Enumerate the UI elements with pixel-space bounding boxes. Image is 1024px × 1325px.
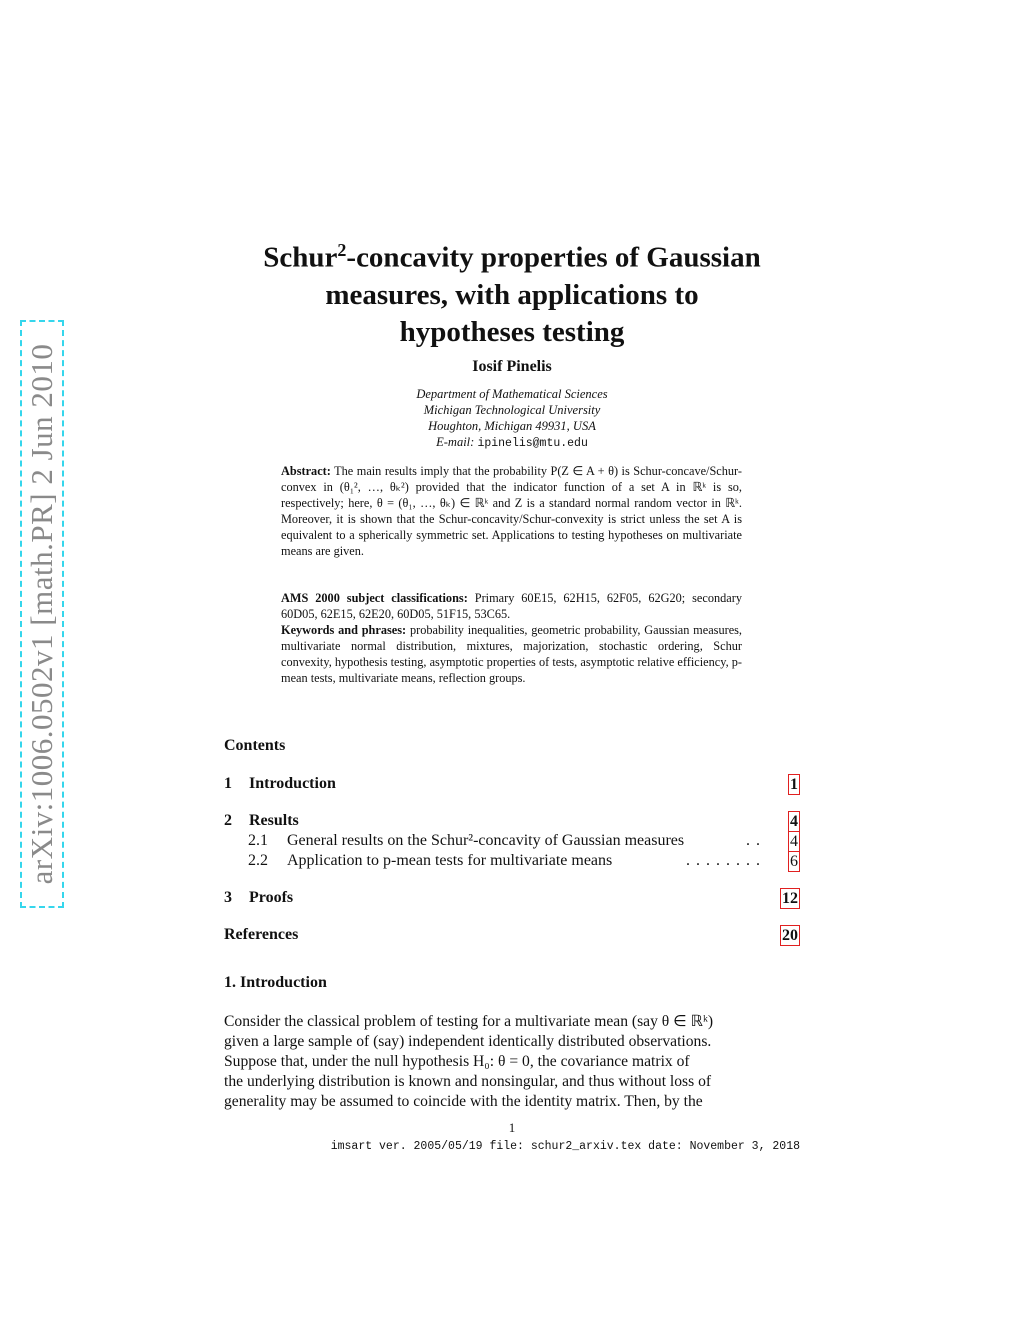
title-part: -concavity properties of Gaussian <box>346 241 761 274</box>
ams-text: Primary 60E15, 62H15, 62F05, 62G20; secondary 60D05, 62E15, 62E20, 60D05, 51F15, 53C65. <box>281 591 742 621</box>
body-line: the underlying distribution is known and nonsingular, and thus without loss of <box>224 1073 712 1091</box>
page-number: 1 <box>508 1120 516 1135</box>
keywords-text: probability inequalities, geometric probability, Gaussian measures, multivariate normal distribution, mixtures, majorization, stochastic ordering, Schur convexity, hypothesis testing, asymptotic properties of tests, asymptotic relative efficiency, p-mean tests, multivariate means, reflection groups. <box>281 622 743 685</box>
title-superscript: 2 <box>337 240 347 260</box>
toc-number: 3 <box>224 889 232 906</box>
toc-page-link[interactable]: 4 <box>790 813 798 830</box>
toc-entry[interactable] <box>224 812 800 834</box>
email-label: E-mail: <box>436 435 475 449</box>
body-line: Consider the classical problem of testing for a multivariate mean (say θ ∈ ℝᵏ) <box>224 1013 714 1030</box>
toc-number: 1 <box>224 775 232 792</box>
body-line: generality may be assumed to coincide with the identity matrix. Then, by the <box>224 1093 703 1111</box>
classifications <box>281 591 742 686</box>
toc-label: Proofs <box>249 889 294 906</box>
title-part: Schur <box>263 241 338 274</box>
page-footer: imsart ver. 2005/05/19 file: schur2_arxiv.tex date: November 3, 2018 <box>330 1140 800 1153</box>
abstract-text: The main results imply that the probability P(Z ∈ A + θ) is Schur-concave/Schur-convex in (θ₁², …, θₖ²) provided that the indicator function of a set A in ℝᵏ is so, respectively; here, θ = (θ₁, …, θₖ) ∈ ℝᵏ and Z is a standard normal random vector in ℝᵏ. Moreover, it is shown that the Schur-concavity/Schur-convexity is strict unless the set A is equivalent to a spherically symmetric set. Applications to testing hypotheses on multivariate means are given. <box>281 464 743 558</box>
ams-label: AMS 2000 subject classifications: <box>281 591 468 605</box>
toc-entry[interactable] <box>224 926 800 948</box>
toc-label: Introduction <box>249 775 336 792</box>
arxiv-identifier: arXiv:1006.0502v1 [math.PR] 2 Jun 2010 <box>24 343 59 885</box>
abstract <box>281 464 742 559</box>
toc-page-link[interactable]: 1 <box>790 776 798 793</box>
affiliation <box>312 386 712 452</box>
body-line: Suppose that, under the null hypothesis H₀: θ = 0, the covariance matrix of <box>224 1053 690 1071</box>
toc-entry[interactable] <box>224 775 800 797</box>
toc-label: General results on the Schur²-concavity of Gaussian measures <box>287 832 685 849</box>
toc-page-link[interactable]: 20 <box>782 927 798 944</box>
toc-number: 2 <box>224 812 232 829</box>
arxiv-stamp <box>20 320 64 908</box>
toc-leader-dots: .. <box>746 832 766 849</box>
section-heading: 1. Introduction <box>224 974 327 991</box>
affiliation-address: Houghton, Michigan 49931, USA <box>428 419 596 433</box>
affiliation-department: Department of Mathematical Sciences <box>416 387 608 401</box>
abstract-label: Abstract: <box>281 464 331 478</box>
affiliation-university: Michigan Technological University <box>423 403 601 417</box>
contents-heading: Contents <box>224 737 286 754</box>
keywords-label: Keywords and phrases: <box>281 622 407 637</box>
toc-entry[interactable] <box>224 889 800 911</box>
toc-entry[interactable] <box>224 852 800 874</box>
toc-leader-dots: ........ <box>686 852 766 869</box>
toc-entry[interactable] <box>224 832 800 854</box>
toc-page-link[interactable]: 12 <box>782 890 798 907</box>
author-name: Iosif Pinelis <box>472 358 552 375</box>
body-paragraph <box>224 1012 800 1112</box>
toc-label: Application to p-mean tests for multivariate means <box>287 852 613 869</box>
title-line: measures, with applications to <box>325 278 699 311</box>
toc-label: Results <box>249 812 299 829</box>
body-line: given a large sample of (say) independent identically distributed observations. <box>224 1033 712 1051</box>
toc-page-link[interactable]: 4 <box>790 833 798 850</box>
toc-number: 2.2 <box>248 852 268 869</box>
email-link[interactable]: ipinelis@mtu.edu <box>477 437 588 450</box>
toc-label: References <box>224 926 299 943</box>
title-line: hypotheses testing <box>399 315 625 348</box>
toc-page-link[interactable]: 6 <box>790 853 798 870</box>
toc-number: 2.1 <box>248 832 268 849</box>
paper-title <box>212 232 812 351</box>
